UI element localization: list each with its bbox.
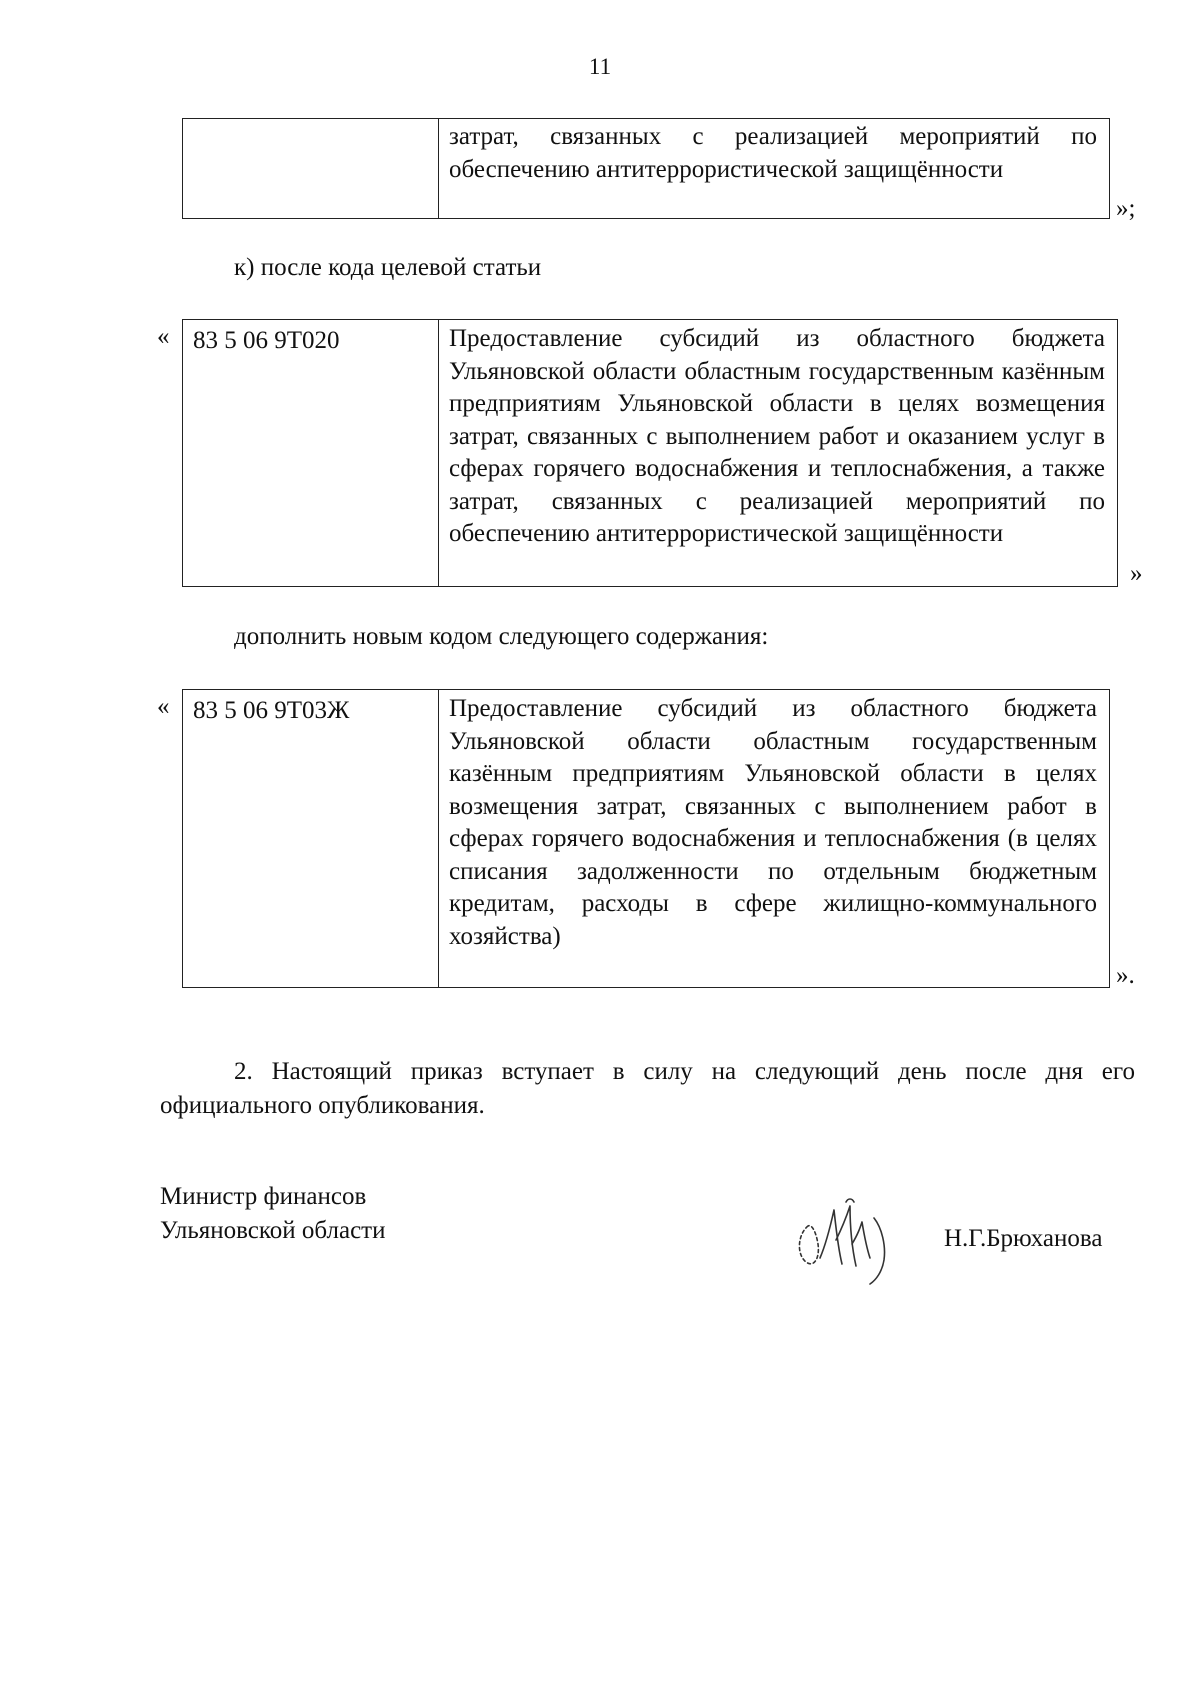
- table-new-code-text-cell: Предоставление субсидий из областного бюджета Ульяновской области областным государственным казённым предприятиям Ульяновской области в целях возмещения затрат, связанных с выполнением работ в сферах горячего водоснабжения и теплоснабжения (в целях списания задолженности по отдельным бюджетным кредитам, расходы в сфере жилищно-коммунального хозяйства): [449, 695, 1097, 950]
- paragraph-add-code: дополнить новым кодом следующего содержания:: [234, 623, 769, 650]
- table-new-code: [182, 689, 1110, 988]
- paragraph-2: 2. Настоящий приказ вступает в силу на следующий день после дня его официального опубликования.: [160, 1058, 1135, 1119]
- table-continuation: [182, 118, 1110, 219]
- table-old-code-text-cell: Предоставление субсидий из областного бюджета Ульяновской области областным государственным казённым предприятиям Ульяновской области в целях возмещения затрат, связанных с выполнением работ и оказанием услуг в сферах горячего водоснабжения и теплоснабжения, а также затрат, связанных с реализацией мероприятий по обеспечению антитеррористической защищённости: [449, 325, 1105, 547]
- table-continuation-close-quote: »;: [1116, 195, 1136, 222]
- signatory-name: Н.Г.Брюханова: [944, 1225, 1103, 1252]
- table-old-code-close-quote: »: [1130, 560, 1143, 587]
- table-old-code-code-cell: 83 5 06 9Т020: [183, 320, 439, 586]
- table-old-code: [182, 319, 1118, 587]
- table-continuation-text-cell: затрат, связанных с реализацией мероприятий по обеспечению антитеррористической защищённости: [449, 123, 1097, 183]
- signatory-title-line1: Министр финансов: [160, 1183, 367, 1210]
- signatory-title: [160, 1180, 385, 1248]
- table-new-code-code-cell: 83 5 06 9Т03Ж: [183, 690, 439, 987]
- handwritten-signature-icon: [790, 1188, 910, 1288]
- signatory-title-line2: Ульяновской области: [160, 1217, 386, 1244]
- table-new-code-open-quote: «: [157, 693, 170, 720]
- paragraph-k: к) после кода целевой статьи: [234, 254, 542, 281]
- table-old-code-open-quote: «: [157, 323, 170, 350]
- table-continuation-code-cell: [183, 119, 439, 218]
- table-new-code-close-quote: ».: [1116, 962, 1135, 989]
- page-number: 11: [588, 54, 612, 79]
